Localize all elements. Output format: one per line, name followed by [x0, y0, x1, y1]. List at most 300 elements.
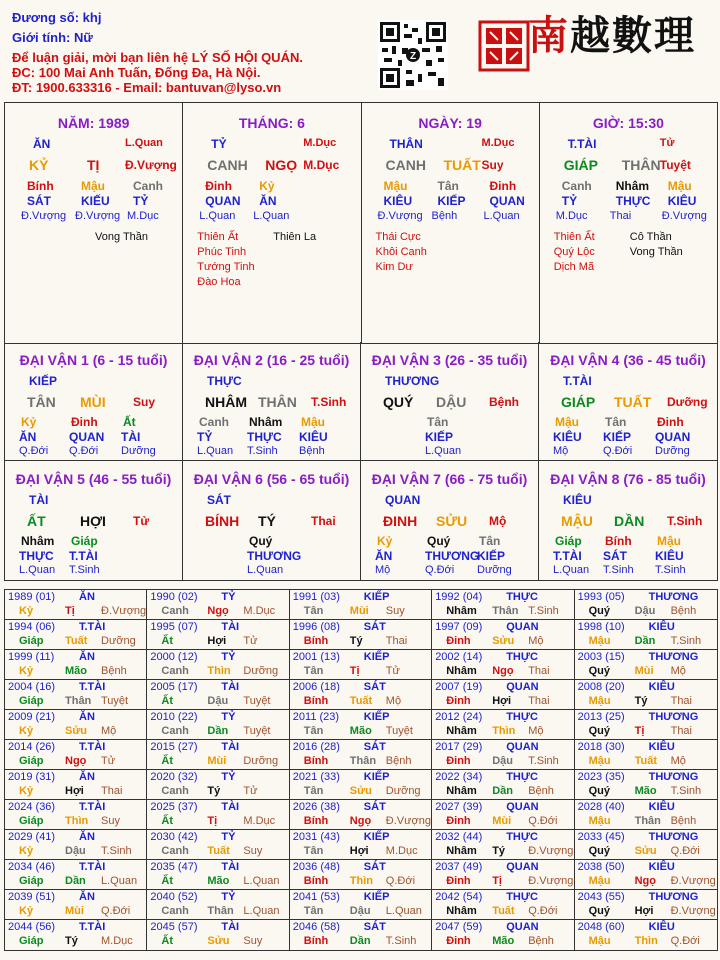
- dai-van-star: KIÊU: [563, 493, 592, 507]
- year-star: QUAN: [506, 801, 539, 813]
- shensha-left: Đào Hoa: [197, 276, 241, 288]
- year-star: THƯƠNG: [648, 591, 699, 603]
- header: [0, 0, 720, 100]
- year-branch: Mùi: [207, 755, 227, 767]
- dai-van-hidden-god: KIÊU: [299, 430, 328, 444]
- year-branch: Thìn: [349, 875, 374, 887]
- year-cell: [147, 680, 289, 710]
- year-star: ĂN: [79, 891, 95, 903]
- year-stage: Thai: [101, 785, 123, 797]
- year-star: THƯƠNG: [648, 831, 699, 843]
- year-stage: Q.Đới: [670, 935, 700, 947]
- year-label: 2013 (25): [577, 711, 625, 723]
- year-star: TỶ: [221, 891, 236, 903]
- year-stage: M.Dục: [385, 845, 418, 857]
- year-stem: Tân: [303, 605, 324, 617]
- year-cell: [575, 800, 717, 830]
- shensha-left: Thiên Ất: [553, 231, 595, 243]
- year-star: T.TÀI: [79, 921, 106, 933]
- hidden-god: KIÊU: [667, 194, 697, 208]
- year-star: THƯƠNG: [648, 771, 699, 783]
- year-cell: [575, 620, 717, 650]
- dai-van-hidden-stage: Q.Đới: [603, 445, 633, 457]
- year-star: SÁT: [363, 621, 386, 633]
- year-branch: Ngọ: [634, 875, 656, 887]
- year-branch: Tuất: [349, 695, 373, 707]
- year-branch: Thân: [492, 605, 519, 617]
- dai-van-5: [5, 461, 183, 580]
- year-star: QUAN: [506, 921, 539, 933]
- year-branch: Thân: [65, 695, 92, 707]
- dai-van-hidden-god: QUAN: [655, 430, 691, 444]
- dai-van-hidden-god: T.TÀI: [69, 549, 98, 563]
- year-stage: Dưỡng: [243, 755, 279, 767]
- dai-van-stem: ẤT: [27, 513, 46, 529]
- dai-van-star: QUAN: [385, 493, 421, 507]
- year-cell: [5, 890, 147, 920]
- dai-van-hidden-stem: Đinh: [657, 415, 684, 429]
- dai-van-hidden-stage: Mộ: [553, 445, 569, 457]
- year-stem: Tân: [303, 725, 324, 737]
- year-branch: Tý: [492, 845, 506, 857]
- pillar-0: [5, 103, 183, 343]
- heavenly-stem: CANH: [385, 157, 426, 173]
- shensha-left: Thái Cực: [375, 231, 421, 243]
- year-star: ĂN: [79, 591, 95, 603]
- dai-van-hidden-stem: Giáp: [555, 534, 582, 548]
- dai-van-hidden-god: TÀI: [121, 430, 141, 444]
- year-stem: Quý: [588, 845, 610, 857]
- dai-van-branch: MÙI: [80, 394, 106, 410]
- dai-van-hidden-stage: T.Sinh: [247, 445, 278, 457]
- year-stage: M.Dục: [243, 815, 276, 827]
- year-label: 2041 (53): [292, 891, 340, 903]
- earthly-branch: NGỌ: [265, 157, 298, 173]
- year-cell: [432, 890, 574, 920]
- year-cell: [432, 800, 574, 830]
- year-star: THỰC: [506, 711, 538, 723]
- year-branch: Thân: [207, 905, 234, 917]
- year-branch: Thân: [634, 815, 661, 827]
- dai-van-branch: DẬU: [436, 394, 467, 410]
- year-star: TÀI: [221, 741, 240, 753]
- year-stem: Kỷ: [19, 725, 34, 737]
- year-stage: Thai: [670, 725, 692, 737]
- year-cell: [290, 830, 432, 860]
- year-stem: Đinh: [446, 875, 471, 887]
- dai-van-star: KIẾP: [29, 374, 58, 388]
- year-stage: M.Dục: [101, 935, 133, 947]
- year-label: 1993 (05): [577, 591, 625, 603]
- year-label: 2025 (37): [150, 801, 198, 813]
- year-label: 1997 (09): [435, 621, 483, 633]
- dai-van-hidden-stem: Đinh: [71, 415, 98, 429]
- dai-van-hidden-stage: L.Quan: [19, 564, 56, 576]
- year-stage: Dưỡng: [385, 785, 421, 797]
- year-branch: Tý: [207, 785, 221, 797]
- dai-van-hidden-stage: L.Quan: [197, 445, 234, 457]
- top-star-right: M.Dục: [303, 137, 337, 149]
- owner-name: Đương số: khj: [12, 10, 102, 25]
- year-branch: Sửu: [492, 635, 515, 647]
- year-label: 1990 (02): [150, 591, 198, 603]
- year-cell: [432, 920, 574, 950]
- year-stem: Kỷ: [19, 845, 34, 857]
- year-stage: Đ.Vượng: [528, 845, 574, 857]
- year-label: 2019 (31): [8, 771, 56, 783]
- year-stem: Giáp: [19, 815, 44, 827]
- year-stem: Đinh: [446, 695, 471, 707]
- heavenly-stem: GIÁP: [563, 157, 598, 173]
- year-label: 2040 (52): [150, 891, 198, 903]
- dai-van-hidden-stem: Quý: [249, 534, 273, 548]
- year-star: THỰC: [506, 831, 538, 843]
- year-star: KIẾP: [363, 591, 390, 603]
- year-branch: Ngọ: [349, 815, 372, 827]
- year-star: T.TÀI: [79, 681, 106, 693]
- year-stage: Tử: [243, 785, 258, 797]
- dai-van-hidden-god: SÁT: [603, 549, 627, 563]
- year-star: TỶ: [221, 651, 236, 663]
- dai-van-stem: GIÁP: [561, 394, 596, 410]
- dai-van-hidden-stem: Ất: [123, 415, 136, 429]
- year-star: THỰC: [506, 591, 538, 603]
- year-branch: Thìn: [65, 815, 89, 827]
- phone-email: ĐT: 1900.633316 - Email: bantuvan@lyso.vn: [12, 80, 282, 95]
- year-star: KIẾP: [363, 651, 390, 663]
- year-cell: [290, 920, 432, 950]
- year-star: TÀI: [221, 861, 240, 873]
- year-stem: Tân: [303, 665, 324, 677]
- year-cell: [432, 650, 574, 680]
- year-branch: Hợi: [492, 695, 512, 707]
- year-star: KIÊU: [648, 681, 675, 693]
- year-cell: [290, 770, 432, 800]
- year-label: 2046 (58): [292, 921, 340, 933]
- dai-van-hidden-stem: Kỷ: [377, 534, 393, 548]
- year-label: 2014 (26): [8, 741, 56, 753]
- year-stage: Tuyệt: [101, 695, 129, 707]
- year-star: TỶ: [221, 711, 236, 723]
- year-branch: Tị: [65, 605, 75, 617]
- year-stem: Nhâm: [446, 665, 477, 677]
- year-label: 2009 (21): [8, 711, 56, 723]
- year-stage: Q.Đới: [101, 905, 131, 917]
- year-cell: [147, 740, 289, 770]
- dai-van-hidden-stage: Q.Đới: [19, 445, 49, 457]
- year-label: 2027 (39): [435, 801, 483, 813]
- year-label: 2022 (34): [435, 771, 483, 783]
- dai-van-hidden-stem: Giáp: [71, 534, 98, 548]
- dai-van-star: TÀI: [29, 493, 49, 507]
- year-stage: Đ.Vượng: [670, 905, 716, 917]
- year-stem: Mậu: [588, 935, 611, 947]
- top-star-right: L.Quan: [125, 137, 163, 149]
- year-stage: Mộ: [101, 725, 117, 737]
- year-stem: Tân: [303, 905, 324, 917]
- shensha-left: Kim Dư: [375, 261, 413, 273]
- year-star: TỶ: [221, 831, 236, 843]
- year-cell: [5, 620, 147, 650]
- year-branch: Sửu: [65, 725, 88, 737]
- dai-van-grid: [4, 342, 718, 581]
- year-star: THƯƠNG: [648, 711, 699, 723]
- year-stem: Nhâm: [446, 605, 477, 617]
- year-cell: [5, 710, 147, 740]
- year-branch: Mão: [349, 725, 372, 737]
- hidden-stem: Canh: [561, 179, 592, 193]
- year-stage: Tử: [385, 665, 400, 677]
- hidden-god: KIÊU: [383, 194, 413, 208]
- year-stage: Tử: [243, 635, 258, 647]
- year-cell: [432, 830, 574, 860]
- year-stem: Canh: [161, 905, 189, 917]
- dai-van-stage: Bệnh: [489, 395, 519, 409]
- dai-van-branch: TUẤT: [614, 394, 652, 410]
- year-stage: Mộ: [670, 755, 686, 767]
- year-branch: Tị: [634, 725, 645, 737]
- year-stem: Ất: [161, 875, 173, 887]
- year-stem: Mậu: [588, 755, 611, 767]
- shensha-left: Khôi Canh: [375, 246, 427, 258]
- year-stage: T.Sinh: [528, 755, 559, 767]
- year-stem: Mậu: [588, 815, 611, 827]
- qr-code-icon[interactable]: [378, 20, 448, 90]
- year-branch: Mão: [634, 785, 657, 797]
- year-cell: [147, 800, 289, 830]
- dai-van-hidden-god: ĂN: [375, 549, 393, 563]
- hidden-stage: L.Quan: [483, 210, 520, 222]
- year-stage: Bệnh: [528, 785, 554, 797]
- hidden-stage: L.Quan: [253, 210, 290, 222]
- year-label: 2043 (55): [577, 891, 625, 903]
- year-branch: Tuất: [65, 635, 88, 647]
- year-stem: Kỷ: [19, 785, 34, 797]
- year-cell: [575, 830, 717, 860]
- year-branch: Hợi: [65, 785, 84, 797]
- contact-note: Để luận giải, mời bạn liên hệ LÝ SỐ HỘI QUÁN.: [12, 50, 303, 65]
- dai-van-hidden-stem: Tân: [605, 415, 627, 429]
- year-stage: Dưỡng: [243, 665, 279, 677]
- year-stage: Tuyệt: [243, 725, 271, 737]
- year-branch: Sửu: [207, 935, 230, 947]
- year-label: 2004 (16): [8, 681, 56, 693]
- year-branch: Mùi: [65, 905, 84, 917]
- year-star: TÀI: [221, 921, 240, 933]
- year-branch: Dần: [349, 935, 371, 947]
- year-star: ĂN: [79, 711, 95, 723]
- dai-van-hidden-stage: T.Sinh: [603, 564, 634, 576]
- year-star: KIẾP: [363, 711, 390, 723]
- year-star: KIẾP: [363, 771, 390, 783]
- yearly-grid: [4, 589, 718, 951]
- year-stage: Tuyệt: [385, 725, 413, 737]
- year-cell: [5, 650, 147, 680]
- year-star: THƯƠNG: [648, 651, 699, 663]
- dai-van-star: SÁT: [207, 493, 231, 507]
- year-label: 2038 (50): [577, 861, 625, 873]
- dai-van-hidden-stage: Q.Đới: [69, 445, 99, 457]
- year-stem: Giáp: [19, 935, 44, 947]
- year-label: 2028 (40): [577, 801, 625, 813]
- year-label: 2045 (57): [150, 921, 198, 933]
- top-star: ĂN: [33, 137, 51, 151]
- pillar-1: [183, 103, 361, 343]
- year-cell: [5, 920, 147, 950]
- hidden-stem: Tân: [437, 179, 459, 193]
- dai-van-1: [5, 342, 183, 461]
- year-stem: Canh: [161, 725, 189, 737]
- dai-van-title: ĐẠI VẬN 8 (76 - 85 tuổi): [550, 471, 706, 487]
- year-stem: Bính: [303, 815, 329, 827]
- year-cell: [575, 680, 717, 710]
- year-label: 2021 (33): [292, 771, 340, 783]
- year-label: 2020 (32): [150, 771, 198, 783]
- dai-van-hidden-stage: Q.Đới: [425, 564, 455, 576]
- year-star: TÀI: [221, 681, 240, 693]
- dai-van-branch: THÂN: [258, 394, 297, 410]
- dai-van-hidden-god: KIẾP: [477, 549, 506, 563]
- dai-van-star: THỰC: [207, 374, 242, 388]
- dai-van-stage: Suy: [133, 395, 156, 409]
- earthly-branch: TUẤT: [443, 157, 481, 173]
- year-star: T.TÀI: [79, 741, 106, 753]
- shensha-left: Dịch Mã: [553, 261, 595, 273]
- top-star-right: M.Dục: [481, 137, 515, 149]
- svg-text:Z: Z: [409, 51, 417, 62]
- year-branch: Hợi: [634, 905, 654, 917]
- year-star: SÁT: [363, 681, 386, 693]
- year-stage: Đ.Vượng: [101, 605, 147, 617]
- top-star: TỶ: [211, 137, 227, 151]
- dai-van-title: ĐẠI VẬN 2 (16 - 25 tuổi): [193, 352, 350, 368]
- dai-van-3: [361, 342, 539, 461]
- year-stem: Quý: [588, 725, 610, 737]
- year-branch: Dần: [492, 785, 513, 797]
- year-branch: Ngọ: [207, 605, 229, 617]
- year-stem: Tân: [303, 845, 324, 857]
- dai-van-hidden-stem: Nhâm: [249, 415, 283, 429]
- year-star: T.TÀI: [79, 801, 106, 813]
- year-stem: Mậu: [588, 695, 611, 707]
- year-cell: [147, 620, 289, 650]
- dai-van-hidden-stem: Quý: [427, 534, 451, 548]
- year-label: 2005 (17): [150, 681, 198, 693]
- year-cell: [290, 890, 432, 920]
- year-branch: Tuất: [634, 755, 657, 767]
- year-cell: [290, 590, 432, 620]
- hidden-stage: Đ.Vượng: [377, 210, 423, 222]
- year-stem: Ất: [161, 815, 173, 827]
- life-stage: Tuyệt: [659, 158, 691, 172]
- four-pillars: [4, 102, 718, 344]
- year-star: T.TÀI: [79, 861, 106, 873]
- year-stem: Đinh: [446, 815, 471, 827]
- life-stage: Suy: [481, 158, 504, 172]
- year-cell: [147, 860, 289, 890]
- year-cell: [290, 860, 432, 890]
- year-stage: Đ.Vượng: [670, 875, 716, 887]
- year-label: 2026 (38): [292, 801, 340, 813]
- hidden-stage: L.Quan: [199, 210, 236, 222]
- year-stage: Bệnh: [385, 755, 412, 767]
- hidden-god: SÁT: [27, 194, 51, 208]
- year-label: 2034 (46): [8, 861, 56, 873]
- hidden-god: KIẾP: [437, 194, 466, 208]
- pillar-title: THÁNG: 6: [238, 115, 305, 131]
- dai-van-6: [183, 461, 361, 580]
- shensha-left: Thiên Ất: [197, 231, 239, 243]
- year-stem: Giáp: [19, 755, 44, 767]
- year-label: 1994 (06): [8, 621, 56, 633]
- year-label: 2042 (54): [435, 891, 483, 903]
- year-stem: Canh: [161, 785, 189, 797]
- year-stem: Canh: [161, 605, 189, 617]
- dai-van-hidden-god: KIẾP: [603, 430, 632, 444]
- dai-van-7: [361, 461, 539, 580]
- year-cell: [290, 710, 432, 740]
- year-star: SÁT: [363, 861, 386, 873]
- year-stage: Bệnh: [670, 605, 697, 617]
- dai-van-hidden-stem: Mậu: [555, 415, 579, 429]
- dai-van-star: THƯƠNG: [385, 374, 440, 388]
- dai-van-branch: SỬU: [436, 513, 468, 529]
- year-star: KIÊU: [648, 801, 675, 813]
- heavenly-stem: CANH: [207, 157, 248, 173]
- year-cell: [575, 590, 717, 620]
- year-stage: Thai: [385, 635, 408, 647]
- hidden-stem: Mậu: [81, 179, 105, 193]
- year-branch: Dần: [634, 635, 656, 647]
- year-stage: Suy: [385, 605, 405, 617]
- hidden-god: TỶ: [561, 194, 578, 208]
- dai-van-stem: NHÂM: [205, 394, 247, 410]
- year-stem: Canh: [161, 845, 189, 857]
- dai-van-hidden-stem: Bính: [605, 534, 632, 548]
- life-stage: Đ.Vượng: [125, 158, 177, 172]
- year-stage: Bệnh: [101, 665, 127, 677]
- year-stem: Giáp: [19, 695, 44, 707]
- year-stage: Suy: [101, 815, 120, 827]
- year-stem: Quý: [588, 665, 610, 677]
- top-star: T.TÀI: [567, 137, 597, 151]
- dai-van-hidden-stem: Tân: [479, 534, 501, 548]
- year-star: THỰC: [506, 891, 538, 903]
- shensha-left: Phúc Tinh: [197, 246, 247, 258]
- year-star: TÀI: [221, 621, 240, 633]
- year-stem: Canh: [161, 665, 189, 677]
- year-cell: [5, 770, 147, 800]
- year-label: 1995 (07): [150, 621, 198, 633]
- year-label: 2015 (27): [150, 741, 198, 753]
- year-star: THỰC: [506, 651, 538, 663]
- hidden-stage: Đ.Vượng: [21, 210, 67, 222]
- year-stem: Đinh: [446, 755, 471, 767]
- year-stem: Mậu: [588, 635, 611, 647]
- year-stage: Bệnh: [528, 935, 554, 947]
- dai-van-stage: Mộ: [489, 514, 507, 528]
- dai-van-stem: ĐINH: [383, 513, 418, 529]
- year-cell: [5, 800, 147, 830]
- year-stage: Mộ: [385, 695, 402, 707]
- calligraphy-logo: 南越數理: [528, 12, 696, 59]
- year-branch: Sửu: [634, 845, 657, 857]
- year-stage: Bệnh: [670, 815, 697, 827]
- dai-van-hidden-god: T.TÀI: [553, 549, 582, 563]
- year-cell: [147, 890, 289, 920]
- earthly-branch: THÂN: [621, 157, 661, 173]
- year-stem: Bính: [303, 635, 329, 647]
